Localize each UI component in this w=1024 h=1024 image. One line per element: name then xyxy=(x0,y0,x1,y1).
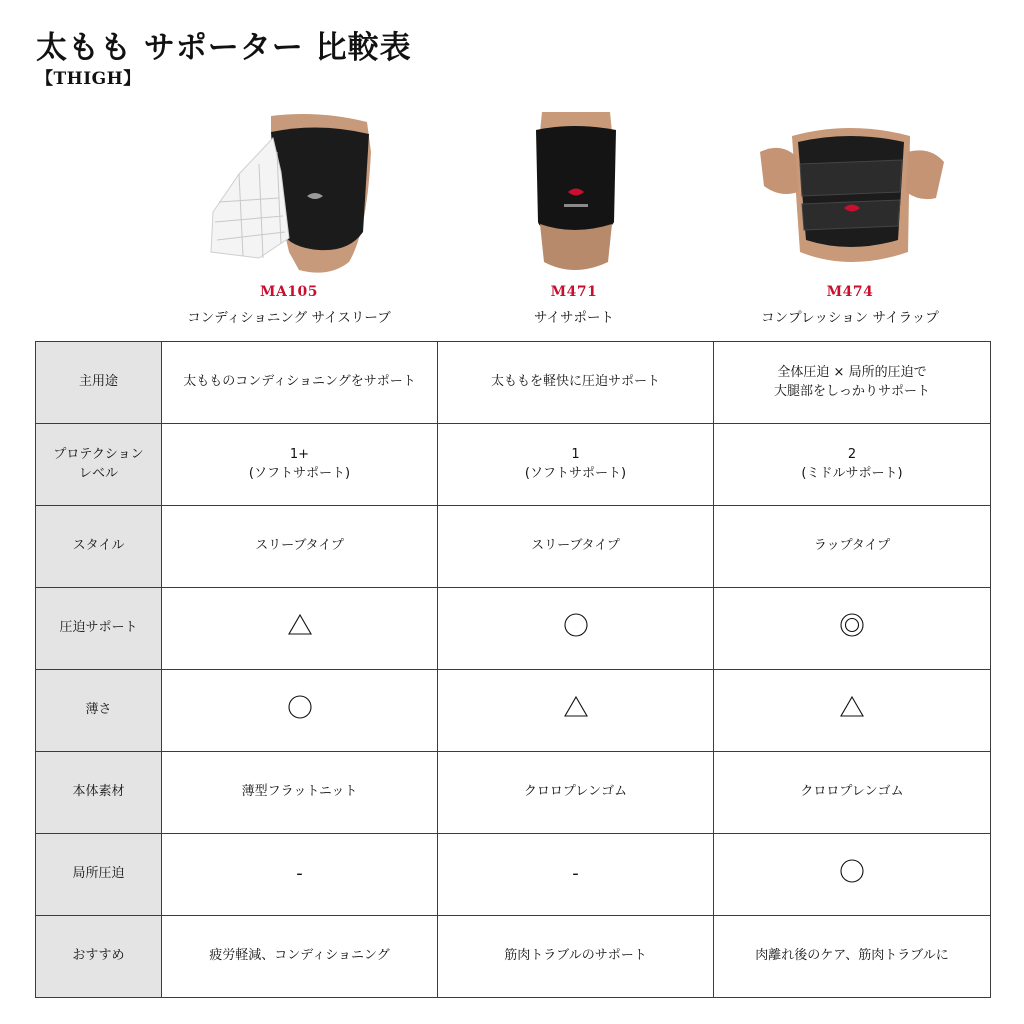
thigh-wrap-image xyxy=(740,112,960,278)
table-cell: 肉離れ後のケア、筋肉トラブルに xyxy=(714,916,991,998)
table-row xyxy=(36,916,991,998)
double-circle-icon xyxy=(839,612,865,638)
row-label: スタイル xyxy=(36,506,162,588)
table-cell: 疲労軽減、コンディショニング xyxy=(162,916,438,998)
product-code: M474 xyxy=(826,284,874,300)
product-code: MA105 xyxy=(259,284,319,300)
table-cell: スリーブタイプ xyxy=(162,506,438,588)
table-cell xyxy=(714,834,991,916)
row-label: プロテクション レベル xyxy=(36,424,162,506)
table-cell: 太ももを軽快に圧迫サポート xyxy=(438,342,714,424)
row-label: 局所圧迫 xyxy=(36,834,162,916)
table-cell: クロロプレンゴム xyxy=(438,752,714,834)
product-ma105 xyxy=(169,112,409,326)
table-cell: 全体圧迫 × 局所的圧迫で 大腿部をしっかりサポート xyxy=(714,342,991,424)
table-cell xyxy=(162,670,438,752)
product-name: サイサポート xyxy=(533,310,615,326)
row-label: 圧迫サポート xyxy=(36,588,162,670)
thigh-sleeve-image xyxy=(179,112,399,278)
product-m471 xyxy=(454,112,694,326)
product-name: コンプレッション サイラップ xyxy=(761,310,939,326)
circle-icon xyxy=(287,694,313,720)
table-cell: 筋肉トラブルのサポート xyxy=(438,916,714,998)
table-row xyxy=(36,834,991,916)
triangle-icon xyxy=(563,694,589,720)
product-name: コンディショニング サイスリーブ xyxy=(187,310,391,326)
table-cell: 薄型フラットニット xyxy=(162,752,438,834)
table-row xyxy=(36,752,991,834)
page-title: 太もも サポーター 比較表 xyxy=(36,30,412,66)
table-cell: 1+ (ソフトサポート) xyxy=(162,424,438,506)
table-cell xyxy=(162,834,438,916)
table-row xyxy=(36,424,991,506)
row-label: 本体素材 xyxy=(36,752,162,834)
dash-mark: - xyxy=(572,863,579,885)
row-label: おすすめ xyxy=(36,916,162,998)
triangle-icon xyxy=(839,694,865,720)
table-row xyxy=(36,506,991,588)
circle-icon xyxy=(563,612,589,638)
table-cell: ラップタイプ xyxy=(714,506,991,588)
product-m474 xyxy=(730,112,970,326)
table-cell xyxy=(438,588,714,670)
table-cell: スリーブタイプ xyxy=(438,506,714,588)
circle-icon xyxy=(839,858,865,884)
page-subtitle: 【THIGH】 xyxy=(36,69,141,89)
product-code: M471 xyxy=(550,284,598,300)
table-cell xyxy=(714,588,991,670)
row-label: 主用途 xyxy=(36,342,162,424)
comparison-table xyxy=(35,341,991,998)
table-cell: 1 (ソフトサポート) xyxy=(438,424,714,506)
row-label: 薄さ xyxy=(36,670,162,752)
table-cell: 太もものコンディショニングをサポート xyxy=(162,342,438,424)
table-cell xyxy=(438,834,714,916)
table-row xyxy=(36,342,991,424)
table-cell: クロロプレンゴム xyxy=(714,752,991,834)
table-cell: 2 (ミドルサポート) xyxy=(714,424,991,506)
table-cell xyxy=(438,670,714,752)
table-row xyxy=(36,588,991,670)
table-cell xyxy=(714,670,991,752)
table-row xyxy=(36,670,991,752)
dash-mark: - xyxy=(296,863,303,885)
triangle-icon xyxy=(287,612,313,638)
table-cell xyxy=(162,588,438,670)
thigh-support-image xyxy=(464,112,684,278)
